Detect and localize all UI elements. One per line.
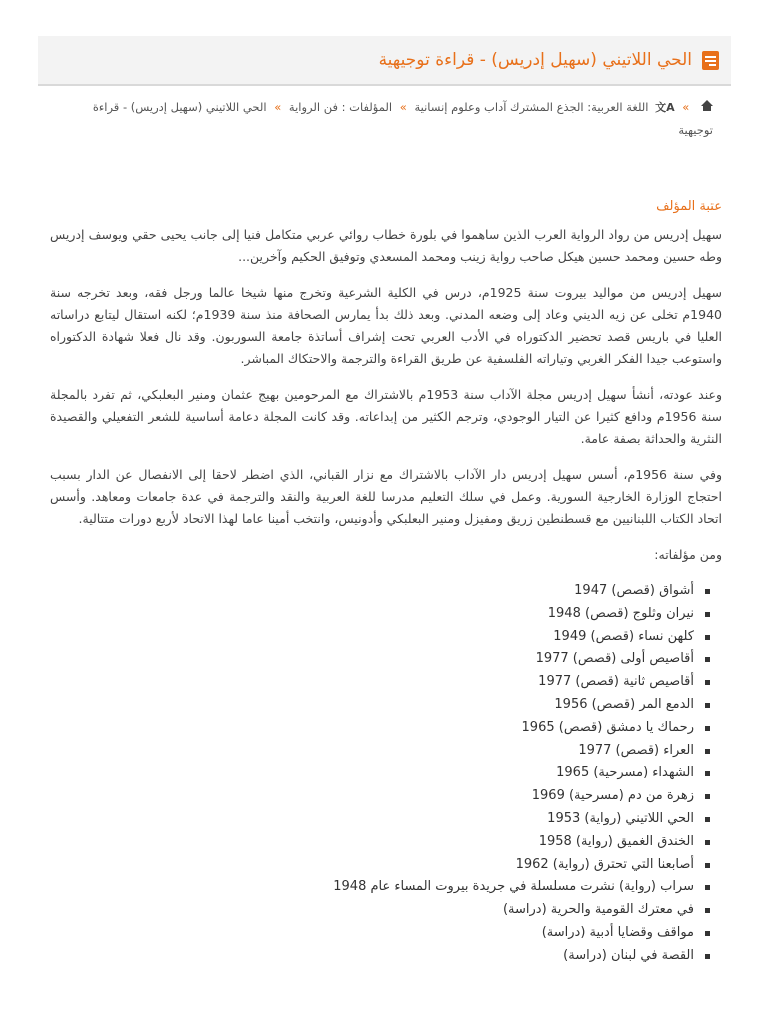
works-intro: ومن مؤلفاته: bbox=[654, 547, 722, 562]
breadcrumb-item-novel-works[interactable]: المؤلفات : فن الرواية bbox=[288, 100, 393, 114]
list-item: العراء (قصص) 1977 bbox=[50, 740, 710, 763]
list-item: أصابعنا التي تحترق (رواية) 1962 bbox=[50, 854, 710, 877]
breadcrumb-separator: » bbox=[274, 100, 282, 114]
list-item: الدمع المر (قصص) 1956 bbox=[50, 694, 710, 717]
list-item: الشهداء (مسرحية) 1965 bbox=[50, 762, 710, 785]
breadcrumb-item-current: الحي اللاتيني (سهيل إدريس) - قراءة توجيهية bbox=[92, 100, 713, 137]
breadcrumb bbox=[87, 96, 713, 141]
page-header bbox=[38, 36, 731, 86]
list-item: الحي اللاتيني (رواية) 1953 bbox=[50, 808, 710, 831]
section-heading: عتبة المؤلف bbox=[656, 199, 722, 214]
list-item: نيران وثلوج (قصص) 1948 bbox=[50, 603, 710, 626]
list-item: أشواق (قصص) 1947 bbox=[50, 580, 710, 603]
list-item: في معترك القومية والحرية (دراسة) bbox=[50, 899, 710, 922]
list-item: أقاصيص ثانية (قصص) 1977 bbox=[50, 671, 710, 694]
list-item: رحماك يا دمشق (قصص) 1965 bbox=[50, 717, 710, 740]
home-icon[interactable] bbox=[701, 100, 713, 112]
list-item: أقاصيص أولى (قصص) 1977 bbox=[50, 648, 710, 671]
list-item: كلهن نساء (قصص) 1949 bbox=[50, 626, 710, 649]
list-item: القصة في لبنان (دراسة) bbox=[50, 945, 710, 968]
breadcrumb-separator: » bbox=[399, 100, 407, 114]
translate-icon[interactable]: 文A bbox=[655, 101, 675, 114]
list-item: الخندق الغميق (رواية) 1958 bbox=[50, 831, 710, 854]
paragraph: سهيل إدريس من رواد الرواية العرب الذين ساهموا في بلورة خطاب روائي عربي متكامل فنيا إلى جانب يحيى حقي ويوسف إدريس وطه حسين ومحمد حسين هيكل صاحب رواية زينب ومحمد المسعدي وتوفيق الحكيم وآخرين... bbox=[50, 227, 722, 264]
list-item: مواقف وقضايا أدبية (دراسة) bbox=[50, 922, 710, 945]
paragraph: وفي سنة 1956م، أسس سهيل إدريس دار الآداب بالاشتراك مع نزار القباني، الذي اضطر لاحقا إلى الانفصال عن الدار بسبب احتجاج الوزارة الخارجية السورية. وعمل في سلك التعليم مدرسا للغة العربية والنقد والترجمة في عدة جامعات ومعاهد. وأسس اتحاد الكتاب اللبنانيين مع قسطنطين زريق ومفيزل ومنير البعلبكي وأدونيس، وانتخب أمينا عاما لهذا الاتحاد لأربع دورات متتالية. bbox=[50, 467, 723, 526]
list-item: سراب (رواية) نشرت مسلسلة في جريدة بيروت المساء عام 1948 bbox=[50, 876, 710, 899]
works-list bbox=[50, 580, 722, 968]
breadcrumb-separator: » bbox=[682, 100, 690, 114]
paragraph: سهيل إدريس من مواليد بيروت سنة 1925م، درس في الكلية الشرعية وتخرج منها شيخا عالما ورجل فقه، وبعد تخرجه سنة 1940م تخلى عن زيه الديني وعاد إلى وضعه المدني. وبعد ذلك بدأ يمارس الصحافة منذ سنة 1939م؛ لكنه استقال ليتابع دراساته العليا في باريس قصد تحضير الدكتوراه في الأدب العربي تحت إشراف أساتذة جامعة السوربون. وقد نال فعلا شهادة الدكتوراه واستوعب جيدا الفكر الغربي وتياراته الفلسفية عن طريق القراءة والترجمة والاحتكاك المباشر. bbox=[50, 285, 723, 366]
paragraph: وعند عودته، أنشأ سهيل إدريس مجلة الآداب سنة 1953م بالاشتراك مع المرحومين بهيج عثمان ومنير البعلبكي، ثم تفرد بالمجلة سنة 1956م ودافع كثيرا عن التيار الوجودي، وترجم الكثير من إبداعاته. وقد كانت المجلة دعامة أساسية للشعر التفعيلي والقصيدة النثرية والحداثة بصفة عامة. bbox=[50, 387, 723, 446]
page-title: الحي اللاتيني (سهيل إدريس) - قراءة توجيهية bbox=[378, 50, 692, 70]
article-content bbox=[50, 196, 722, 968]
list-item: زهرة من دم (مسرحية) 1969 bbox=[50, 785, 710, 808]
document-icon bbox=[702, 51, 719, 70]
breadcrumb-item-arabic-course[interactable]: اللغة العربية: الجذع المشترك آداب وعلوم إنسانية bbox=[414, 100, 649, 114]
